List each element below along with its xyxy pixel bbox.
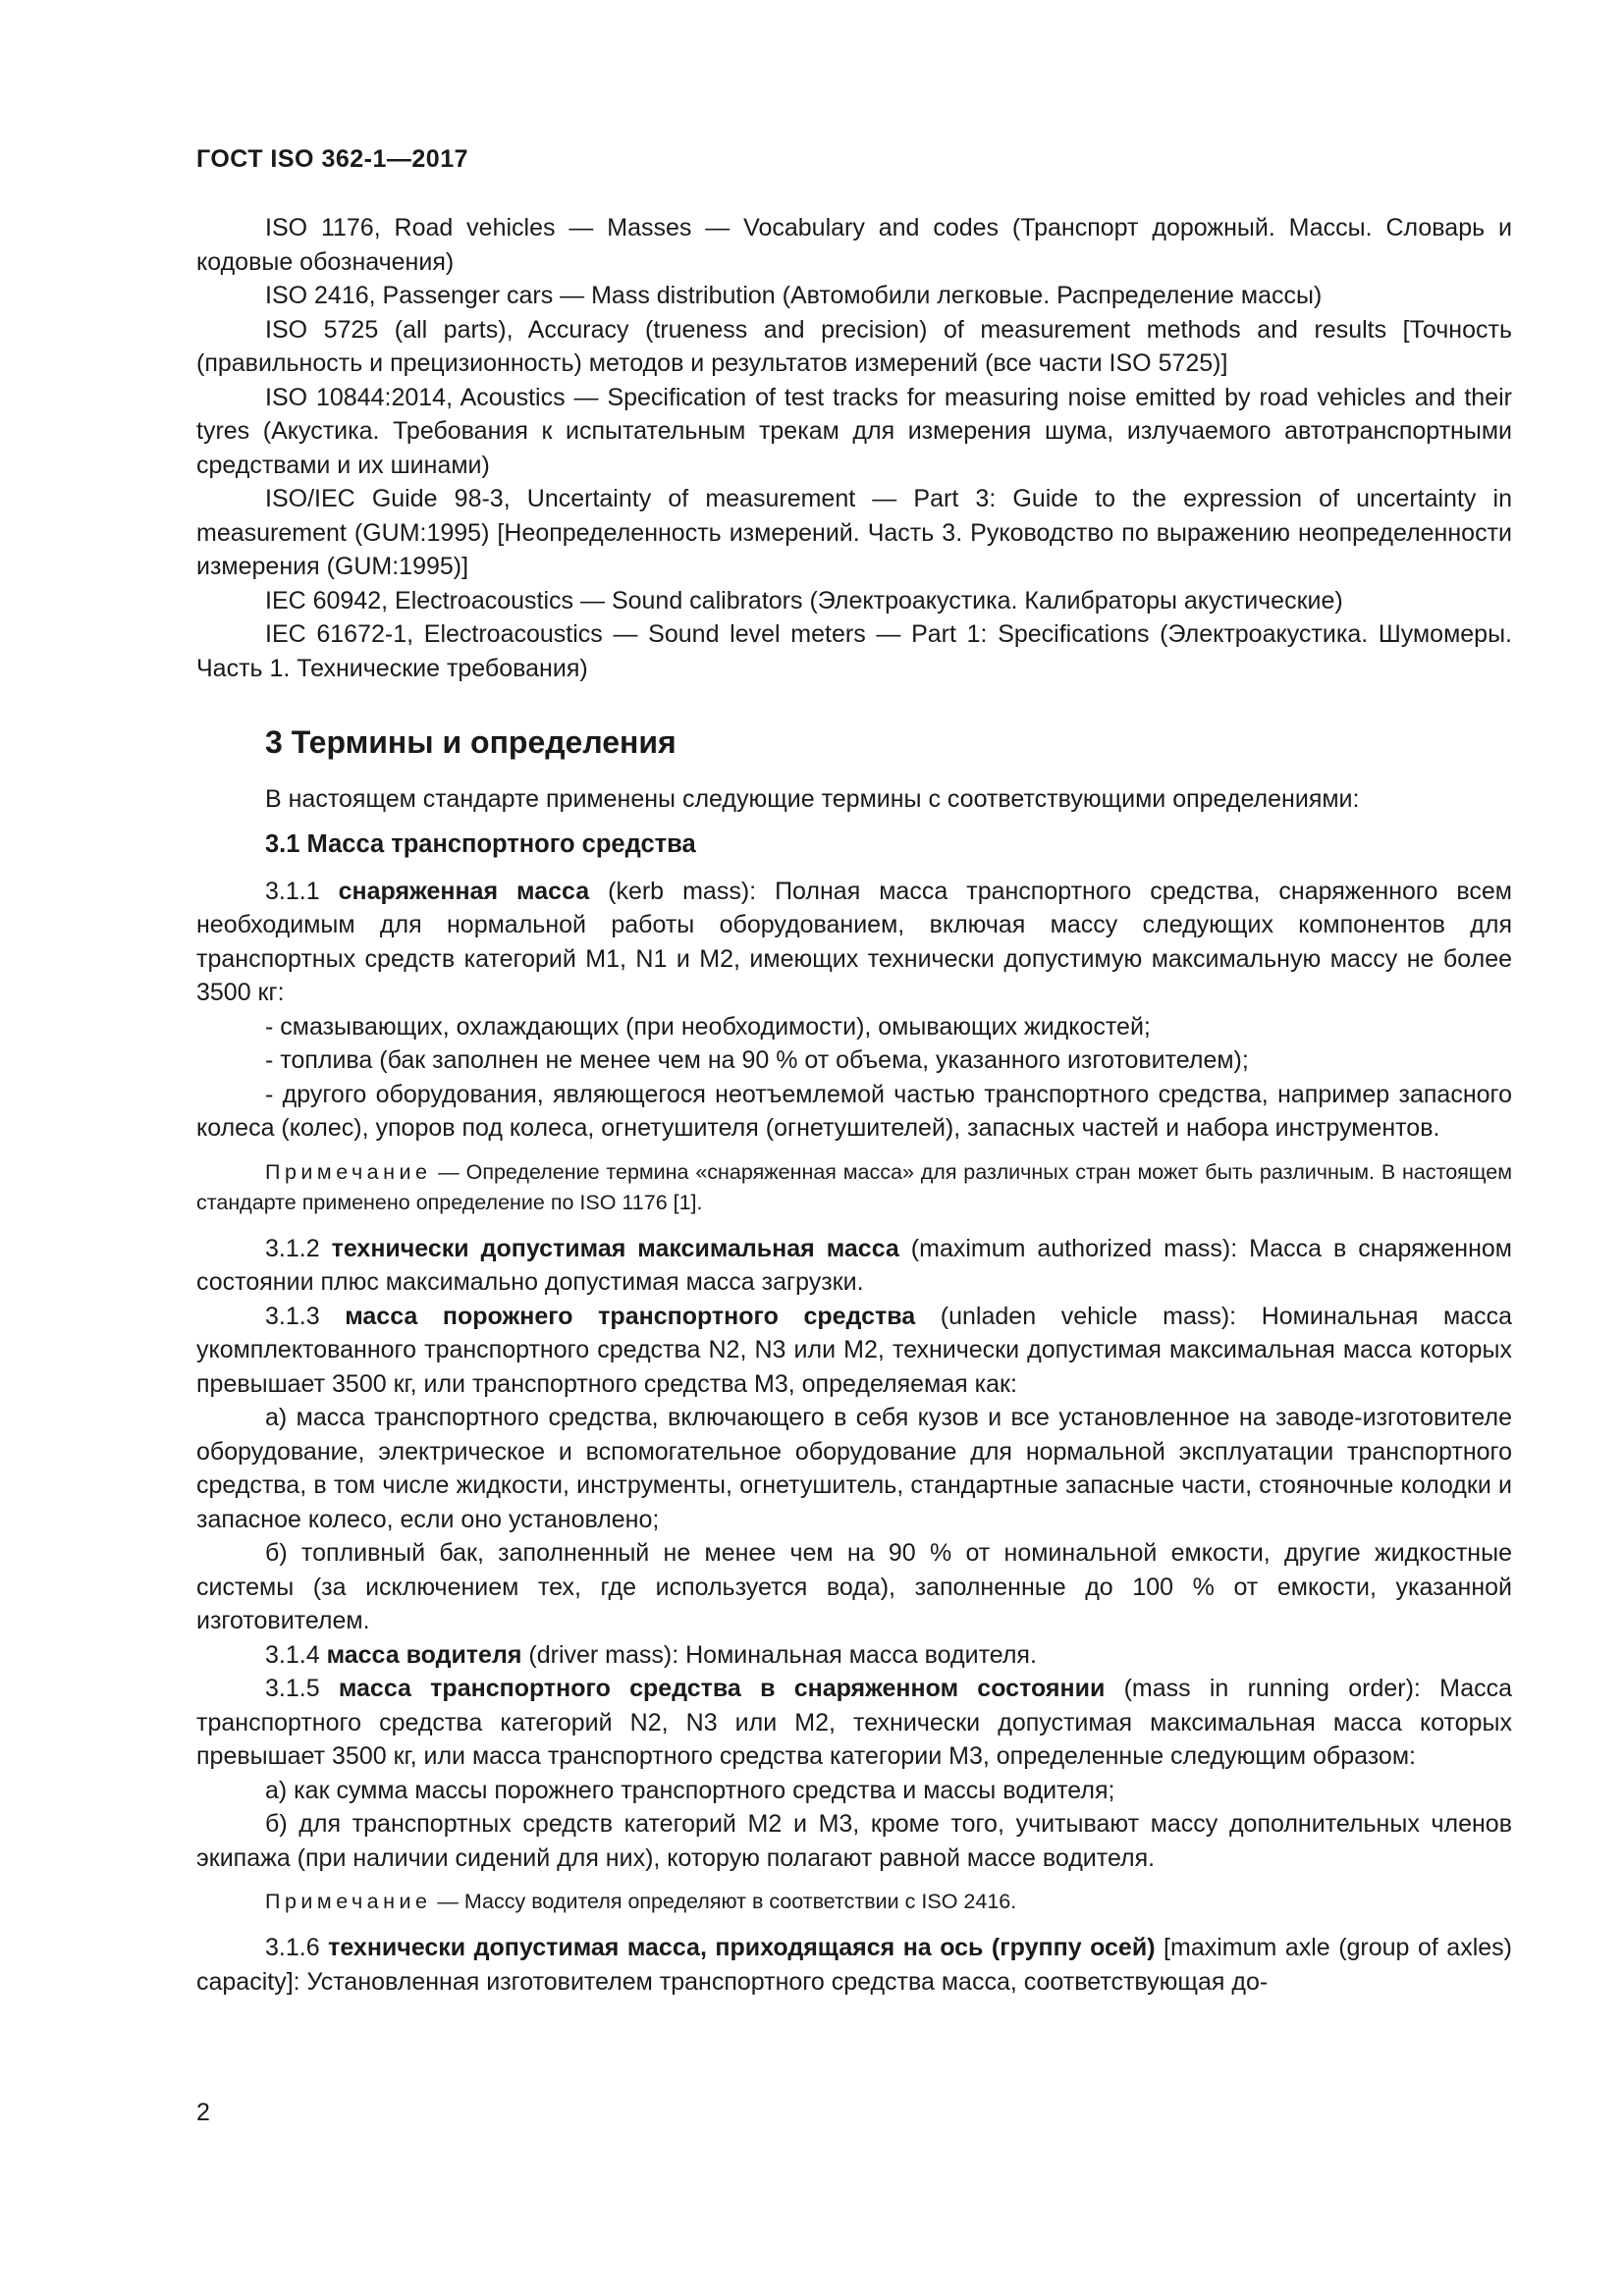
section-intro: В настоящем стандарте применены следующие термины с соответствующими определениями:	[265, 785, 1360, 813]
term-3-1-2	[196, 1232, 1512, 1300]
normative-references	[196, 211, 1512, 685]
term-name: масса порожнего транспортного средства	[345, 1302, 916, 1330]
list-item: - смазывающих, охлаждающих (при необходимости), омывающих жидкостей;	[265, 1012, 1151, 1041]
term-3-1-6	[196, 1931, 1512, 1999]
list-item: а) как сумма массы порожнего транспортного средства и массы водителя;	[265, 1776, 1115, 1804]
reference-item: ISO 5725 (all parts), Accuracy (trueness and precision) of measurement methods and results [Точность (правильность и прецизионность) методов и результатов измерений (все части ISO 5725)]	[196, 315, 1512, 377]
note-text: — Определение термина «снаряженная масса» для различных стран может быть различным. В настоящем стандарте применено определение по ISO 1176 [1].	[196, 1159, 1512, 1214]
list-item: б) для транспортных средств категорий М2 и М3, кроме того, учитывают массу дополнительных членов экипажа (при наличии сидений для них), которую полагают равной массе водителя.	[196, 1810, 1512, 1872]
term-definition: [maximum axle (group of axles) capacity]: Установленная изготовителем транспортного средства масса, соответствующая до-	[196, 1934, 1512, 1996]
document-page	[196, 145, 1512, 1999]
term-definition: (unladen vehicle mass): Номинальная масса укомплектованного транспортного средства N2, N3 или М2, технически допустимая максимальная масса которых превышает 3500 кг, или транспортного средства М3, определяемая как:	[196, 1302, 1512, 1398]
note-text: — Массу водителя определяют в соответствии с ISO 2416.	[431, 1890, 1017, 1913]
note	[196, 1887, 1512, 1917]
term-3-1-4	[196, 1638, 1512, 1673]
subsection-heading: 3.1 Масса транспортного средства	[265, 829, 696, 858]
page-number: 2	[196, 2099, 210, 2126]
term-definition: (driver mass): Номинальная масса водителя.	[521, 1640, 1037, 1669]
term-3-1-5	[196, 1672, 1512, 1774]
term-number: 3.1.3	[265, 1302, 346, 1330]
term-number: 3.1.2	[265, 1234, 332, 1262]
term-name: снаряженная масса	[338, 877, 590, 905]
note-label: Примечание	[265, 1159, 432, 1184]
reference-item: ISO 10844:2014, Acoustics — Specification of test tracks for measuring noise emitted by road vehicles and their tyres (Акустика. Требования к испытательным трекам для измерения шума, излучаемого автотранспортными средствами и их шинами)	[196, 383, 1512, 479]
term-number: 3.1.5	[265, 1675, 339, 1702]
term-name: масса транспортного средства в снаряженном состоянии	[338, 1675, 1106, 1702]
reference-item: ISO 2416, Passenger cars — Mass distribution (Автомобили легковые. Распределение массы)	[265, 282, 1323, 309]
list-item: - другого оборудования, являющегося неотъемлемой частью транспортного средства, например запасного колеса (колес), упоров под колеса, огнетушителя (огнетушителей), запасных частей и набора инструментов.	[196, 1080, 1512, 1142]
note-label: Примечание	[265, 1890, 432, 1913]
document-header: ГОСТ ISO 362-1—2017	[196, 145, 469, 173]
reference-item: IEC 61672-1, Electroacoustics — Sound level meters — Part 1: Specifications (Электроакустика. Шумомеры. Часть 1. Технические требования)	[196, 620, 1512, 682]
note	[196, 1157, 1512, 1218]
term-definition: (maximum authorized mass): Масса в снаряженном состоянии плюс максимально допустимая масса загрузки.	[196, 1234, 1512, 1296]
term-name: масса водителя	[326, 1640, 522, 1669]
list-item: - топлива (бак заполнен не менее чем на 90 % от объема, указанного изготовителем);	[265, 1046, 1249, 1074]
term-number: 3.1.4	[265, 1640, 327, 1669]
term-name: технически допустимая максимальная масса	[331, 1234, 899, 1262]
reference-item: ISO/IEC Guide 98-3, Uncertainty of measurement — Part 3: Guide to the expression of uncertainty in measurement (GUM:1995) [Неопределенность измерений. Часть 3. Руководство по выражению неопределенности измерения (GUM:1995)]	[196, 485, 1512, 580]
term-name: технически допустимая масса, приходящаяся на ось (группу осей)	[328, 1934, 1156, 1961]
term-number: 3.1.6	[265, 1934, 329, 1961]
reference-item: ISO 1176, Road vehicles — Masses — Vocabulary and codes (Транспорт дорожный. Массы. Словарь и кодовые обозначения)	[196, 214, 1512, 276]
list-item: а) масса транспортного средства, включающего в себя кузов и все установленное на заводе-изготовителе оборудование, электрическое и вспомогательное оборудование для нормальной эксплуатации транспортного средства, в том числе жидкости, инструменты, огнетушитель, стандартные запасные части, стояночные колодки и запасное колесо, если оно установлено;	[196, 1404, 1512, 1533]
list-item: б) топливный бак, заполненный не менее чем на 90 % от номинальной емкости, другие жидкостные системы (за исключением тех, где используется вода), заполненные до 100 % от емкости, указанной изготовителем.	[196, 1539, 1512, 1634]
term-3-1-1	[196, 875, 1512, 1010]
reference-item: IEC 60942, Electroacoustics — Sound calibrators (Электроакустика. Калибраторы акустические)	[265, 586, 1343, 614]
section-heading: 3 Термины и определения	[265, 724, 677, 760]
term-definition: (mass in running order): Масса транспортного средства категорий N2, N3 или М2, технически допустимая максимальная масса которых превышает 3500 кг, или масса транспортного средства категории М3, определенные следующим образом:	[196, 1675, 1513, 1770]
term-definition: (kerb mass): Полная масса транспортного средства, снаряженного всем необходимым для нормальной работы оборудованием, включая массу следующих компонентов для транспортных средств категорий М1, N1 и М2, имеющих технически допустимую максимальную массу не более 3500 кг:	[196, 877, 1512, 1006]
term-number: 3.1.1	[265, 877, 339, 905]
term-3-1-3	[196, 1300, 1512, 1402]
